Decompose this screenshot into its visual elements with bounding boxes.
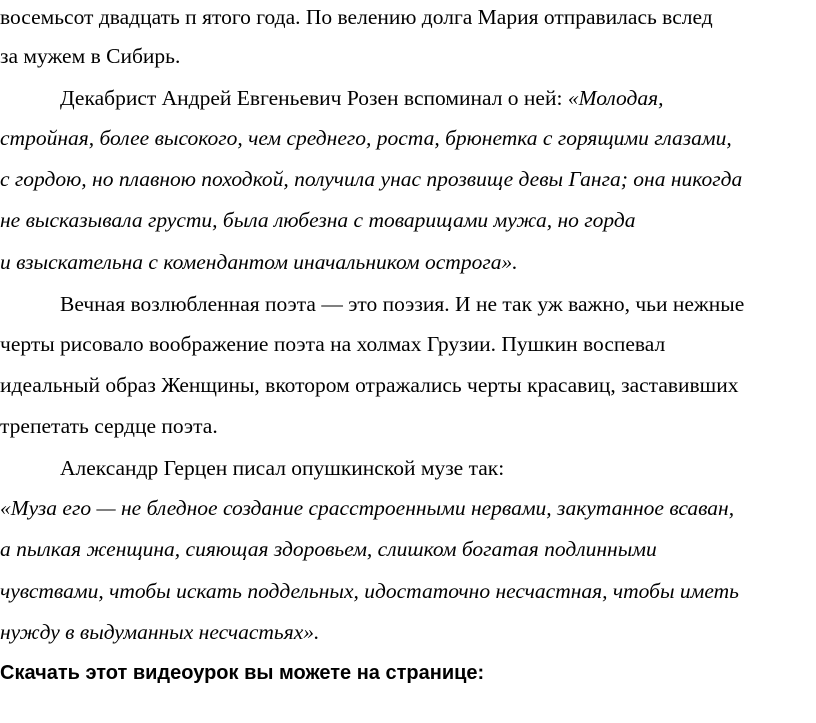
text-line-6: не высказывала грусти, была любезна с товарищами мужа, но горда	[0, 208, 636, 232]
text-line-4: стройная, более высокого, чем среднего, роста, брюнетка с горящими глазами,	[0, 126, 732, 150]
text-line-13: «Муза его — не бледное создание срасстроенными нервами, закутанное всаван,	[0, 496, 735, 520]
text-line-9: черты рисовало воображение поэта на холмах Грузии. Пушкин воспевал	[0, 332, 666, 356]
text-line-8: Вечная возлюбленная поэта — это поэзия. И не так уж важно, чьи нежные	[60, 292, 745, 316]
text-line-2: за мужем в Сибирь.	[0, 44, 181, 68]
text-line-5: с гордою, но плавною походкой, получила унас прозвище девы Ганга; она никогда	[0, 167, 743, 191]
download-heading: Скачать этот видеоурок вы можете на странице:	[0, 662, 485, 684]
text-line-7: и взыскательна с комендантом иначальником острога».	[0, 250, 518, 274]
text-line-15: чувствами, чтобы искать поддельных, идостаточно несчастная, чтобы иметь	[0, 579, 739, 603]
text-line-14: а пылкая женщина, сияющая здоровьем, слишком богатая подлинными	[0, 537, 657, 561]
quote-intro-italic: «Молодая,	[567, 86, 664, 110]
text-line-11: трепетать сердце поэта.	[0, 414, 218, 438]
quote-intro-normal: Декабрист Андрей Евгеньевич Розен вспоминал о ней:	[60, 86, 568, 110]
text-line-16: нужду в выдуманных несчастьях».	[0, 620, 320, 644]
text-line-1: восемьсот двадцать п ятого года. По велению долга Мария отправилась вслед	[0, 5, 713, 29]
text-line-12: Александр Герцен писал опушкинской музе так:	[60, 456, 505, 480]
text-line-10: идеальный образ Женщины, вкотором отражались черты красавиц, заставивших	[0, 373, 739, 397]
text-line-3	[60, 85, 664, 111]
